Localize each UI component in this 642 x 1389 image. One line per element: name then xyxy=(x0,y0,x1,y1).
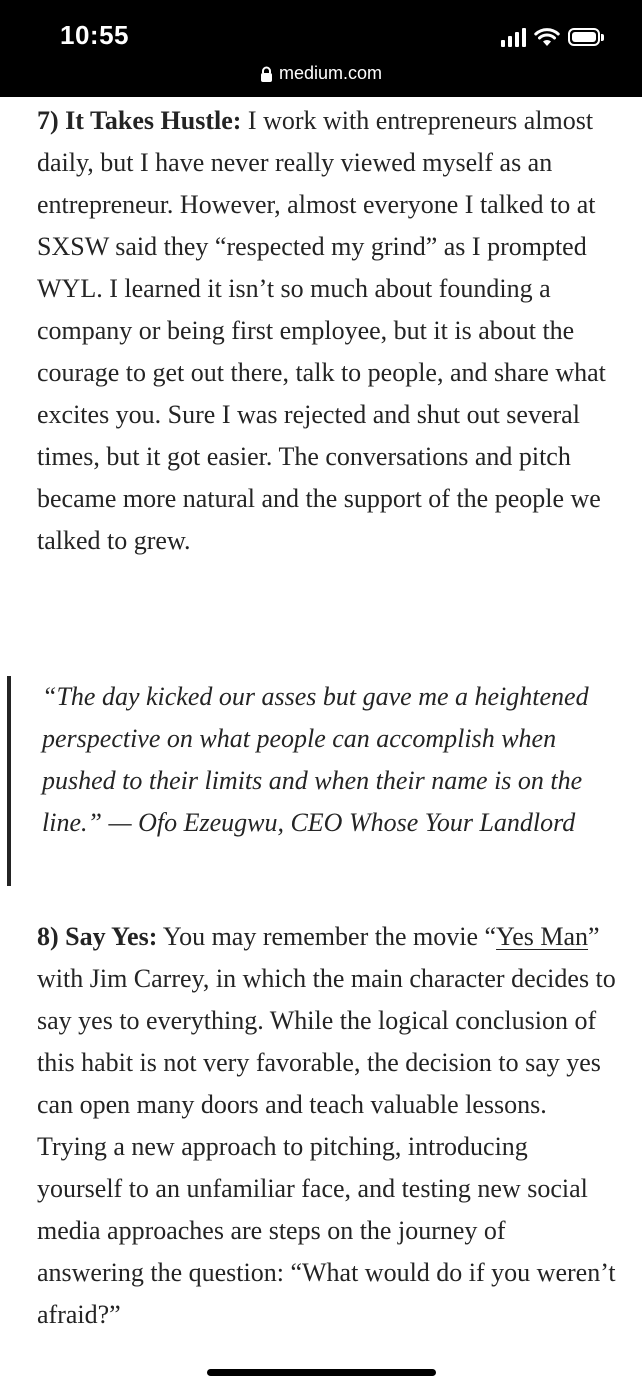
paragraph-text: You may remember the movie “ xyxy=(157,922,497,951)
url-domain: medium.com xyxy=(278,63,383,83)
browser-top-bar xyxy=(0,0,642,97)
section-heading: 7) It Takes Hustle: xyxy=(37,106,242,135)
lock-icon xyxy=(260,66,273,82)
home-indicator[interactable] xyxy=(207,1369,436,1376)
url-bar[interactable] xyxy=(0,63,642,84)
paragraph-text: I work with entrepreneurs almost daily, but I have never really viewed myself as an entrepreneur. However, almost everyone I talked to at SXSW said they “respected my grind” as I prompted WYL. I learned it isn’t so much about founding a company or being first employee, but it is about the courage to get out there, talk to people, and share what excites you. Sure I was rejected and shut out several times, but it got easier. The conversations and pitch became more natural and the support of the people we talked to grew. xyxy=(37,106,606,555)
status-time: 10:55 xyxy=(60,20,129,50)
paragraph-say-yes xyxy=(37,916,617,1336)
wifi-icon xyxy=(534,27,560,47)
status-icons xyxy=(501,24,604,50)
quote-text: “The day kicked our asses but gave me a heightened perspective on what people can accomplish when pushed to their limits and when their name is on the line.” — Ofo Ezeugwu, CEO Whose Your Landlord xyxy=(42,682,589,837)
cellular-signal-icon xyxy=(501,27,526,47)
paragraph-text: ” with Jim Carrey, in which the main character decides to say yes to everything. While the logical conclusion of this habit is not very favorable, the decision to say yes can open many doors and teach valuable lessons. Trying a new approach to pitching, introducing yourself to an unfamiliar face, and testing new social media approaches are steps on the journey of answering the question: “What would do if you weren’t afraid?” xyxy=(37,922,616,1329)
block-quote xyxy=(7,676,607,886)
paragraph-it-takes-hustle xyxy=(37,100,617,562)
yes-man-link[interactable]: Yes Man xyxy=(496,922,589,951)
section-heading: 8) Say Yes: xyxy=(37,922,158,951)
battery-icon xyxy=(568,28,604,46)
